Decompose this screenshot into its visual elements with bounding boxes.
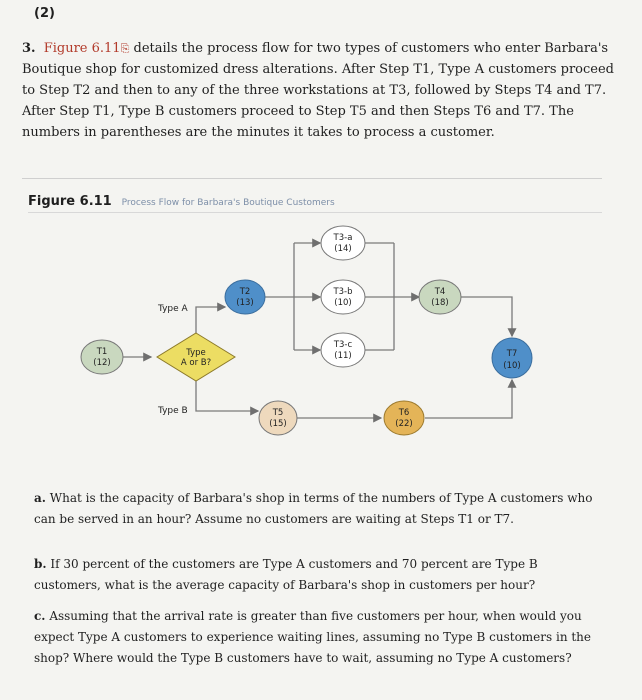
node-t4	[419, 280, 461, 314]
node-t7-id: T7	[506, 349, 518, 359]
subquestion-letter: a.	[34, 491, 46, 505]
node-t3a	[321, 226, 365, 260]
subquestion-text: If 30 percent of the customers are Type A customers and 70 percent are Type B customers, what is the average capacity of Barbara's shop in customers per hour?	[34, 557, 538, 592]
node-t3a-id: T3-a	[333, 233, 353, 243]
edge-t6-t7	[425, 380, 512, 418]
decision-line-1: Type	[186, 348, 206, 358]
figure-reference-link[interactable]: Figure 6.11	[43, 41, 121, 56]
node-t7	[492, 338, 532, 378]
node-t3c-id: T3-c	[333, 340, 353, 350]
node-t2-id: T2	[239, 287, 251, 297]
node-t1	[81, 340, 123, 374]
node-t6-id: T6	[398, 408, 410, 418]
node-t4-id: T4	[434, 287, 446, 297]
subquestion-letter: b.	[34, 557, 47, 571]
node-t2	[225, 280, 265, 314]
node-t3b	[321, 280, 365, 314]
node-t3c	[321, 333, 365, 367]
node-t1-time: (12)	[93, 358, 111, 368]
edge-label-type-a: Type A	[158, 304, 188, 314]
node-t3c-time: (11)	[334, 351, 352, 361]
subquestion-c	[34, 606, 600, 669]
node-t5-id: T5	[272, 408, 284, 418]
node-t2-time: (13)	[236, 298, 254, 308]
figure-number: Figure 6.11	[28, 194, 112, 209]
question-number: 3.	[22, 41, 36, 56]
node-t6	[384, 401, 424, 435]
node-t3a-time: (14)	[334, 244, 352, 254]
subquestion-letter: c.	[34, 609, 46, 623]
edge-t4-t7	[461, 297, 512, 336]
subquestion-a	[34, 488, 600, 530]
subquestion-text: What is the capacity of Barbara's shop in terms of the numbers of Type A customers who can be served in an hour? Assume no customers are waiting at Steps T1 or T7.	[34, 491, 593, 526]
subquestion-text: Assuming that the arrival rate is greater than five customers per hour, when would you expect Type A customers to experience waiting lines, assuming no Type B customers in the shop? Where would the Type B customers have to wait, assuming no Type A customers?	[34, 609, 592, 665]
edge-decision-t5	[196, 381, 258, 411]
node-t3b-time: (10)	[334, 298, 352, 308]
node-t5	[259, 401, 297, 435]
edge-label-type-b: Type B	[158, 406, 188, 416]
node-t5-time: (15)	[269, 419, 287, 429]
node-t4-time: (18)	[431, 298, 449, 308]
node-t1-id: T1	[96, 347, 108, 357]
problem-set-number: (2)	[34, 6, 55, 21]
decision-diamond	[157, 333, 235, 381]
decision-line-2: A or B?	[180, 358, 212, 368]
subquestion-b	[34, 554, 600, 596]
link-icon[interactable]: ⎘	[120, 42, 130, 55]
node-t6-time: (22)	[395, 419, 413, 429]
figure-caption: Process Flow for Barbara's Boutique Customers	[121, 198, 335, 208]
edges	[123, 243, 512, 418]
node-t3b-id: T3-b	[333, 287, 353, 297]
edge-decision-t2	[196, 307, 225, 333]
question-text: details the process flow for two types of customers who enter Barbara's Boutique shop for customized dress alterations. After Step T1, Type A customers proceed to Step T2 and then to any of the three workstations at T3, followed by Steps T4 and T7. After Step T1, Type B customers proceed to Step T5 and then Steps T6 and T7. The numbers in parentheses are the minutes it takes to process a customer.	[22, 41, 615, 140]
node-t7-time: (10)	[503, 361, 521, 371]
